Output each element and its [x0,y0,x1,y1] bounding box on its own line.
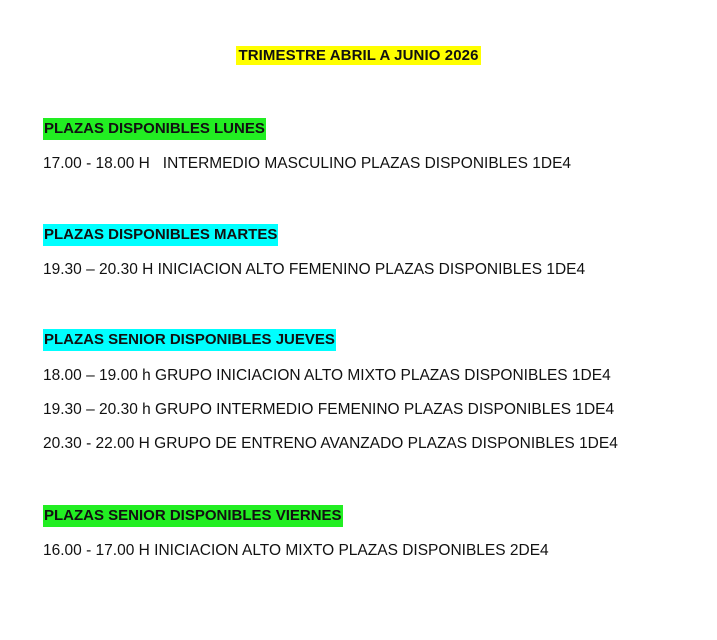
section-lunes [43,118,703,174]
schedule-row-jueves-3: 20.30 - 22.00 H GRUPO DE ENTRENO AVANZADO PLAZAS DISPONIBLES 1DE4 [43,435,618,452]
schedule-row-lunes-1: 17.00 - 18.00 H INTERMEDIO MASCULINO PLAZAS DISPONIBLES 1DE4 [43,155,572,172]
section-heading-jueves: PLAZAS SENIOR DISPONIBLES JUEVES [43,329,336,351]
schedule-row-jueves-1: 18.00 – 19.00 h GRUPO INICIACION ALTO MIXTO PLAZAS DISPONIBLES 1DE4 [43,367,611,384]
schedule-row-martes-1: 19.30 – 20.30 H INICIACION ALTO FEMENINO PLAZAS DISPONIBLES 1DE4 [43,261,586,278]
section-heading-martes: PLAZAS DISPONIBLES MARTES [43,224,278,246]
section-heading-viernes: PLAZAS SENIOR DISPONIBLES VIERNES [43,505,343,527]
document-title [0,47,717,65]
section-viernes [43,505,703,561]
schedule-row-jueves-2: 19.30 – 20.30 h GRUPO INTERMEDIO FEMENINO PLAZAS DISPONIBLES 1DE4 [43,401,615,418]
section-jueves [43,329,703,454]
schedule-row-viernes-1: 16.00 - 17.00 H INICIACION ALTO MIXTO PLAZAS DISPONIBLES 2DE4 [43,542,549,559]
section-martes [43,224,703,280]
document-title-text: TRIMESTRE ABRIL A JUNIO 2026 [238,47,479,64]
section-heading-lunes: PLAZAS DISPONIBLES LUNES [43,118,266,140]
